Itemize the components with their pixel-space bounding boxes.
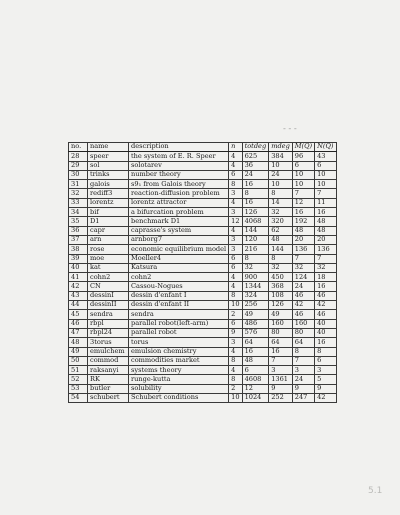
table-cell: D1 [88, 217, 129, 226]
table-cell: parallel robot(left-arm) [129, 319, 229, 328]
table-cell: 450 [269, 273, 293, 282]
table-cell: 3 [229, 338, 242, 347]
table-cell: reaction-diffusion problem [129, 189, 229, 198]
table-cell: 46 [69, 319, 88, 328]
table-row [69, 319, 337, 328]
table-cell: 900 [242, 273, 269, 282]
table-cell: 486 [242, 319, 269, 328]
table-cell: speer [88, 152, 129, 161]
table-cell: moe [88, 254, 129, 263]
table-cell: 20 [315, 235, 337, 244]
header-mdeg: mdeg [269, 143, 293, 152]
table-row [69, 384, 337, 393]
table-cell: torus [129, 338, 229, 347]
table-cell: 48 [69, 338, 88, 347]
table-cell: 192 [292, 217, 314, 226]
table-cell: 10 [315, 180, 337, 189]
table-cell: 124 [292, 273, 314, 282]
table-cell: 9 [229, 328, 242, 337]
table-cell: 24 [292, 282, 314, 291]
header-n: n [229, 143, 242, 152]
table-cell: 41 [69, 273, 88, 282]
table-cell: 16 [242, 347, 269, 356]
table-cell: 3 [292, 366, 314, 375]
benchmark-table [68, 142, 337, 403]
table-cell: 10 [269, 180, 293, 189]
table-cell: rose [88, 245, 129, 254]
table-cell: 144 [242, 226, 269, 235]
table-cell: commod [88, 356, 129, 365]
table-cell: 48 [269, 235, 293, 244]
table-cell: 42 [69, 282, 88, 291]
table-cell: 62 [269, 226, 293, 235]
table-cell: 40 [315, 328, 337, 337]
table-cell: 625 [242, 152, 269, 161]
table-cell: 1344 [242, 282, 269, 291]
table-cell: 37 [69, 235, 88, 244]
table-cell: 252 [269, 394, 293, 403]
table-cell: RK [88, 375, 129, 384]
table-cell: 10 [292, 170, 314, 179]
table-cell: 7 [315, 189, 337, 198]
table-cell: number theory [129, 170, 229, 179]
table-cell: 8 [292, 347, 314, 356]
table-cell: 32 [269, 263, 293, 272]
table-cell: 31 [69, 180, 88, 189]
table-cell: 2 [229, 384, 242, 393]
table-cell: 48 [315, 226, 337, 235]
table-cell: 46 [292, 291, 314, 300]
table-row [69, 375, 337, 384]
table-cell: 48 [315, 217, 337, 226]
table-cell: 3 [229, 245, 242, 254]
table-cell: 320 [269, 217, 293, 226]
table-row [69, 291, 337, 300]
table-cell: 6 [292, 161, 314, 170]
table-cell: Moeller4 [129, 254, 229, 263]
table-cell: 64 [242, 338, 269, 347]
table-row [69, 273, 337, 282]
table-cell: 48 [242, 356, 269, 365]
table-row [69, 170, 337, 179]
table-cell: 10 [315, 170, 337, 179]
table-row [69, 217, 337, 226]
table-cell: cohn2 [88, 273, 129, 282]
table-row [69, 263, 337, 272]
table-cell: 12 [242, 384, 269, 393]
header-description: description [129, 143, 229, 152]
table-row [69, 282, 337, 291]
table-cell: 49 [242, 310, 269, 319]
table-cell: 29 [69, 161, 88, 170]
table-cell: dessinI [88, 291, 129, 300]
table-cell: 3torus [88, 338, 129, 347]
table-cell: 8 [269, 254, 293, 263]
header-no: no. [69, 143, 88, 152]
table-cell: economic equilibrium model [129, 245, 229, 254]
table-row [69, 301, 337, 310]
table-header-row [69, 143, 337, 152]
table-cell: 1361 [269, 375, 293, 384]
table-cell: dessin d'enfant I [129, 291, 229, 300]
table-cell: 2 [229, 310, 242, 319]
table-cell: 18 [315, 273, 337, 282]
table-cell: 16 [269, 347, 293, 356]
table-cell: 42 [315, 301, 337, 310]
table-row [69, 245, 337, 254]
table-cell: 16 [315, 208, 337, 217]
table-row [69, 226, 337, 235]
table-cell: 4 [229, 226, 242, 235]
table-cell: 16 [315, 282, 337, 291]
table-cell: trinks [88, 170, 129, 179]
table-cell: 54 [69, 394, 88, 403]
table-cell: 7 [292, 356, 314, 365]
table-cell: 126 [269, 301, 293, 310]
table-cell: 34 [69, 208, 88, 217]
table-cell: 6 [315, 161, 337, 170]
scan-mark: - - - [283, 124, 297, 133]
table-cell: 24 [292, 375, 314, 384]
table-cell: 8 [315, 347, 337, 356]
table-cell: 6 [229, 319, 242, 328]
table-cell: 3 [269, 366, 293, 375]
table-cell: 5 [315, 375, 337, 384]
table-cell: 32 [242, 263, 269, 272]
table-cell: 247 [292, 394, 314, 403]
table-cell: lorentz [88, 198, 129, 207]
table-cell: 4 [229, 347, 242, 356]
table-cell: arn [88, 235, 129, 244]
table-row [69, 235, 337, 244]
table-cell: 46 [315, 291, 337, 300]
table-cell: 35 [69, 217, 88, 226]
table-cell: 7 [292, 254, 314, 263]
table-cell: 7 [269, 356, 293, 365]
table-body [69, 152, 337, 403]
table-cell: 43 [315, 152, 337, 161]
table-cell: capr [88, 226, 129, 235]
table-row [69, 366, 337, 375]
table-cell: 160 [269, 319, 293, 328]
table-row [69, 161, 337, 170]
table-cell: 10 [229, 394, 242, 403]
table-cell: the system of E. R. Speer [129, 152, 229, 161]
table-cell: rbpl24 [88, 328, 129, 337]
table-cell: runge-kutta [129, 375, 229, 384]
table-row [69, 198, 337, 207]
table-cell: 42 [315, 394, 337, 403]
table-cell: 16 [292, 208, 314, 217]
table-cell: sol [88, 161, 129, 170]
table-row [69, 189, 337, 198]
table-cell: 7 [292, 189, 314, 198]
table-row [69, 180, 337, 189]
table-row [69, 208, 337, 217]
table-cell: 39 [69, 254, 88, 263]
table-cell: arnborg7 [129, 235, 229, 244]
table-cell: 64 [292, 338, 314, 347]
table-cell: 3 [229, 235, 242, 244]
table-cell: 3 [229, 189, 242, 198]
table-cell: benchmark D1 [129, 217, 229, 226]
table-cell: 4 [229, 282, 242, 291]
table-cell: lorentz attractor [129, 198, 229, 207]
table-cell: 126 [242, 208, 269, 217]
table-cell: 4 [229, 161, 242, 170]
table-cell: 32 [292, 263, 314, 272]
table-cell: 6 [315, 356, 337, 365]
table-row [69, 394, 337, 403]
table-cell: Schubert conditions [129, 394, 229, 403]
table-cell: 4 [229, 152, 242, 161]
table-cell: 136 [315, 245, 337, 254]
table-cell: solubility [129, 384, 229, 393]
table-cell: a bifurcation problem [129, 208, 229, 217]
table-row [69, 328, 337, 337]
table-cell: 8 [269, 189, 293, 198]
table-cell: 48 [292, 226, 314, 235]
table-cell: kat [88, 263, 129, 272]
table-cell: 28 [69, 152, 88, 161]
table-cell: 324 [242, 291, 269, 300]
table-cell: emulsion chemistry [129, 347, 229, 356]
table-cell: 50 [69, 356, 88, 365]
table-cell: 80 [269, 328, 293, 337]
table-cell: 6 [242, 366, 269, 375]
table-cell: 8 [242, 189, 269, 198]
table-cell: 9 [292, 384, 314, 393]
table-cell: 576 [242, 328, 269, 337]
table-cell: 51 [69, 366, 88, 375]
table-cell: 16 [315, 338, 337, 347]
table-cell: Katsura [129, 263, 229, 272]
table-cell: sendra [129, 310, 229, 319]
table-cell: 10 [292, 180, 314, 189]
table-cell: caprasse's system [129, 226, 229, 235]
table-row [69, 356, 337, 365]
table-cell: 8 [229, 356, 242, 365]
table-cell: 44 [69, 301, 88, 310]
table-cell: 8 [242, 254, 269, 263]
table-cell: 4608 [242, 375, 269, 384]
table-cell: 160 [292, 319, 314, 328]
table-cell: 52 [69, 375, 88, 384]
table-cell: commodities market [129, 356, 229, 365]
table-cell: 9 [269, 384, 293, 393]
table-cell: 120 [242, 235, 269, 244]
table-cell: 32 [69, 189, 88, 198]
table-cell: rbpl [88, 319, 129, 328]
table-cell: 6 [229, 254, 242, 263]
table-cell: 4 [229, 273, 242, 282]
table-cell: solotarev [129, 161, 229, 170]
table-cell: s9₁ from Galois theory [129, 180, 229, 189]
table-cell: 49 [269, 310, 293, 319]
table-cell: parallel robot [129, 328, 229, 337]
table-cell: 32 [315, 263, 337, 272]
corner-mark: 5.1 [368, 486, 383, 496]
table-cell: 43 [69, 291, 88, 300]
table-cell: 136 [292, 245, 314, 254]
table-cell: systems theory [129, 366, 229, 375]
table-cell: 9 [315, 384, 337, 393]
table-cell: 33 [69, 198, 88, 207]
table-cell: Cassou-Nogues [129, 282, 229, 291]
table-cell: 108 [269, 291, 293, 300]
table-cell: 144 [269, 245, 293, 254]
table-cell: 24 [242, 170, 269, 179]
table-cell: cohn2 [129, 273, 229, 282]
table-cell: 46 [292, 310, 314, 319]
table-cell: 20 [292, 235, 314, 244]
table-cell: raksanyi [88, 366, 129, 375]
table-row [69, 254, 337, 263]
table-cell: 53 [69, 384, 88, 393]
table-cell: 6 [229, 263, 242, 272]
table-cell: 14 [269, 198, 293, 207]
table-cell: 46 [315, 310, 337, 319]
table-row [69, 310, 337, 319]
table-row [69, 347, 337, 356]
header-mq: M(Q) [292, 143, 314, 152]
table-cell: bif [88, 208, 129, 217]
table-cell: 11 [315, 198, 337, 207]
table-cell: 8 [229, 180, 242, 189]
table-cell: 80 [292, 328, 314, 337]
table-cell: 42 [292, 301, 314, 310]
table-cell: emulchem [88, 347, 129, 356]
table-cell: 40 [315, 319, 337, 328]
table-cell: 64 [269, 338, 293, 347]
table-cell: 49 [69, 347, 88, 356]
table-cell: 10 [269, 161, 293, 170]
table-cell: 96 [292, 152, 314, 161]
table-cell: dessin d'enfant II [129, 301, 229, 310]
table-cell: 32 [269, 208, 293, 217]
table-cell: 3 [315, 366, 337, 375]
table-cell: 256 [242, 301, 269, 310]
table-cell: 36 [242, 161, 269, 170]
table-cell: 4 [229, 366, 242, 375]
table-cell: 8 [229, 291, 242, 300]
table-cell: 7 [315, 254, 337, 263]
table-cell: 10 [229, 301, 242, 310]
table-row [69, 338, 337, 347]
table-cell: 1024 [242, 394, 269, 403]
header-nq: N(Q) [315, 143, 337, 152]
table-cell: 16 [242, 198, 269, 207]
table-row [69, 152, 337, 161]
table-cell: 24 [269, 170, 293, 179]
header-totdeg: totdeg [242, 143, 269, 152]
table-cell: 6 [229, 170, 242, 179]
table-cell: schubert [88, 394, 129, 403]
table-cell: 38 [69, 245, 88, 254]
table-cell: sendra [88, 310, 129, 319]
table-cell: 12 [229, 217, 242, 226]
table-cell: 16 [242, 180, 269, 189]
table-cell: butler [88, 384, 129, 393]
table-cell: 4068 [242, 217, 269, 226]
table-cell: 368 [269, 282, 293, 291]
table-cell: 30 [69, 170, 88, 179]
table-cell: 36 [69, 226, 88, 235]
table-cell: 384 [269, 152, 293, 161]
table-cell: rediff3 [88, 189, 129, 198]
table-cell: 45 [69, 310, 88, 319]
table-cell: 3 [229, 208, 242, 217]
table-cell: galois [88, 180, 129, 189]
table-cell: 8 [229, 375, 242, 384]
table-cell: 216 [242, 245, 269, 254]
table-cell: 4 [229, 198, 242, 207]
table-cell: 40 [69, 263, 88, 272]
table-cell: 47 [69, 328, 88, 337]
header-name: name [88, 143, 129, 152]
table-cell: CN [88, 282, 129, 291]
table-cell: 12 [292, 198, 314, 207]
table-cell: dessinII [88, 301, 129, 310]
